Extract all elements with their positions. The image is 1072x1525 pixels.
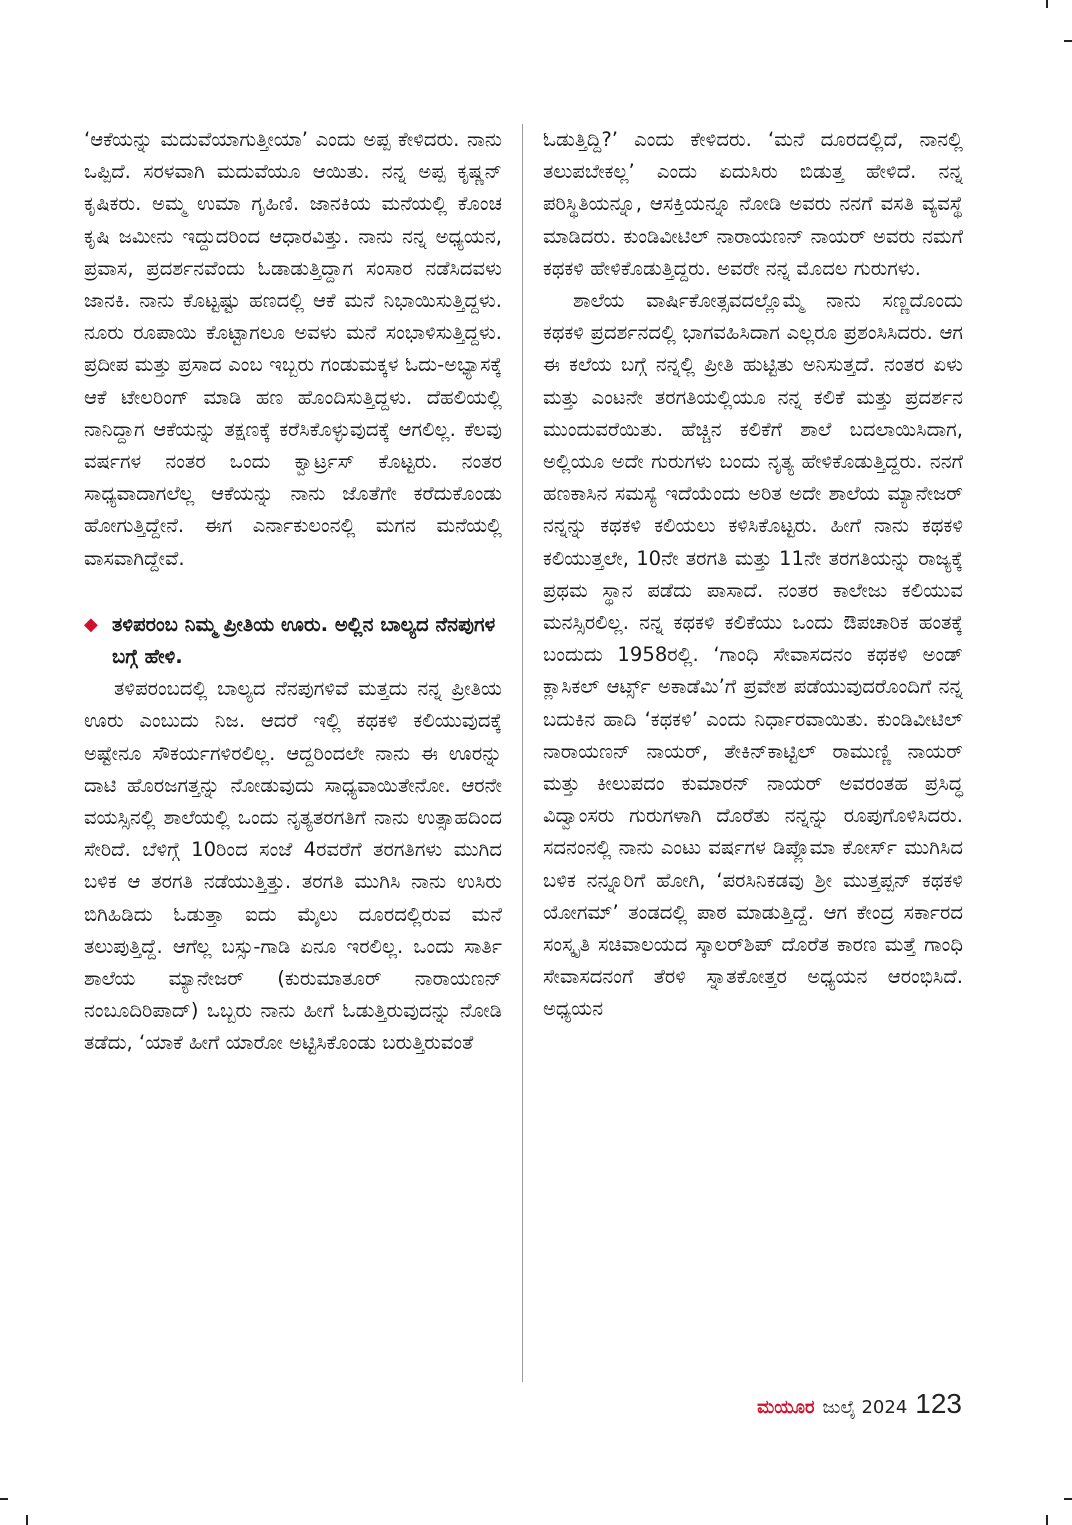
diamond-bullet-icon: ◆ <box>84 613 98 635</box>
crop-mark-bottom-right <box>1064 1498 1072 1500</box>
right-column <box>543 124 963 1026</box>
paragraph: ಓಡುತ್ತಿದ್ದಿ?’ ಎಂದು ಕೇಳಿದರು. ‘ಮನೆ ದೂರದಲ್ಲಿದೆ, ನಾನಲ್ಲಿ ತಲುಪಬೇಕಲ್ಲ’ ಎಂದು ಏದುಸಿರು ಬಿಡುತ್ತ ಹೇಳಿದೆ. ನನ್ನ ಪರಿಸ್ಥಿತಿಯನ್ನೂ, ಆಸಕ್ತಿಯನ್ನೂ ನೋಡಿ ಅವರು ನನಗೆ ವಸತಿ ವ್ಯವಸ್ಥೆ ಮಾಡಿದರು. ಕುಂಡಿವೀಟಿಲ್ ನಾರಾಯಣನ್ ನಾಯರ್ ಅವರು ನಮಗೆ ಕಥಕಳಿ ಹೇಳಿಕೊಡುತ್ತಿದ್ದರು. ಅವರೇ ನನ್ನ ಮೊದಲ ಗುರುಗಳು. <box>543 128 963 280</box>
question-text: ತಳಿಪರಂಬ ನಿಮ್ಮ ಪ್ರೀತಿಯ ಊರು. ಅಲ್ಲಿನ ಬಾಲ್ಯದ ನೆನಪುಗಳ ಬಗ್ಗೆ ಹೇಳಿ. <box>112 612 496 669</box>
crop-mark-bottom-right-vertical <box>1046 1515 1048 1525</box>
issue-date: ಜುಲೈ 2024 <box>822 1397 908 1418</box>
page-number: 123 <box>915 1388 962 1419</box>
crop-mark-top-right <box>1064 40 1072 42</box>
crop-mark-bottom <box>26 1515 28 1525</box>
crop-mark-bottom-left <box>0 1498 8 1500</box>
magazine-brand: ಮಯೂರ <box>757 1397 815 1418</box>
paragraph: ‘ಆಕೆಯನ್ನು ಮದುವೆಯಾಗುತ್ತೀಯಾ’ ಎಂದು ಅಪ್ಪ ಕೇಳಿದರು. ನಾನು ಒಪ್ಪಿದೆ. ಸರಳವಾಗಿ ಮದುವೆಯೂ ಆಯಿತು. ನನ್ನ ಅಪ್ಪ ಕೃಷ್ಣನ್ ಕೃಷಿಕರು. ಅಮ್ಮ ಉಮಾ ಗೃಹಿಣಿ. ಜಾನಕಿಯ ಮನೆಯಲ್ಲಿ ಕೊಂಚ ಕೃಷಿ ಜಮೀನು ಇದ್ದುದರಿಂದ ಆಧಾರವಿತ್ತು. ನಾನು ನನ್ನ ಅಧ್ಯಯನ, ಪ್ರವಾಸ, ಪ್ರದರ್ಶನವೆಂದು ಓಡಾಡುತ್ತಿದ್ದಾಗ ಸಂಸಾರ ನಡೆಸಿದವಳು ಜಾನಕಿ. ನಾನು ಕೊಟ್ಟಷ್ಟು ಹಣದಲ್ಲಿ ಆಕೆ ಮನೆ ನಿಭಾಯಿಸುತ್ತಿದ್ದಳು. ನೂರು ರೂಪಾಯಿ ಕೊಟ್ಟಾಗಲೂ ಅವಳು ಮನೆ ಸಂಭಾಳಿಸುತ್ತಿದ್ದಳು. ಪ್ರದೀಪ ಮತ್ತು ಪ್ರಸಾದ ಎಂಬ ಇಬ್ಬರು ಗಂಡುಮಕ್ಕಳ ಓದು-ಅಭ್ಯಾಸಕ್ಕೆ ಆಕೆ ಟೇಲರಿಂಗ್ ಮಾಡಿ ಹಣ ಹೊಂದಿಸುತ್ತಿದ್ದಳು. ದೆಹಲಿಯಲ್ಲಿ ನಾನಿದ್ದಾಗ ಆಕೆಯನ್ನು ತಕ್ಷಣಕ್ಕೆ ಕರೆಸಿಕೊಳ್ಳುವುದಕ್ಕೆ ಆಗಲಿಲ್ಲ. ಕೆಲವು ವರ್ಷಗಳ ನಂತರ ಒಂದು ಕ್ವಾರ್ಟ್ರಸ್ ಕೊಟ್ಟರು. ನಂತರ ಸಾಧ್ಯವಾದಾಗಲೆಲ್ಲ ಆಕೆಯನ್ನು ನಾನು ಜೊತೆಗೇ ಕರೆದುಕೊಂಡು ಹೋಗುತ್ತಿದ್ದೇನೆ. ಈಗ ಎರ್ನಾಕುಲಂನಲ್ಲಿ ಮಗನ ಮನೆಯಲ್ಲಿ ವಾಸವಾಗಿದ್ದೇವೆ. <box>84 128 502 570</box>
interview-question <box>84 609 502 673</box>
crop-mark-top <box>1046 0 1048 8</box>
paragraph: ಶಾಲೆಯ ವಾರ್ಷಿಕೋತ್ಸವದಲ್ಲೊಮ್ಮೆ ನಾನು ಸಣ್ಣದೊಂದು ಕಥಕಳಿ ಪ್ರದರ್ಶನದಲ್ಲಿ ಭಾಗವಹಿಸಿದಾಗ ಎಲ್ಲರೂ ಪ್ರಶಂಸಿಸಿದರು. ಆಗ ಈ ಕಲೆಯ ಬಗ್ಗೆ ನನ್ನಲ್ಲಿ ಪ್ರೀತಿ ಹುಟ್ಟಿತು ಅನಿಸುತ್ತದೆ. ನಂತರ ಏಳು ಮತ್ತು ಎಂಟನೇ ತರಗತಿಯಲ್ಲಿಯೂ ನನ್ನ ಕಲಿಕೆ ಮತ್ತು ಪ್ರದರ್ಶನ ಮುಂದುವರೆಯಿತು. ಹೆಚ್ಚಿನ ಕಲಿಕೆಗೆ ಶಾಲೆ ಬದಲಾಯಿಸಿದಾಗ, ಅಲ್ಲಿಯೂ ಅದೇ ಗುರುಗಳು ಬಂದು ನೃತ್ಯ ಹೇಳಿಕೊಡುತ್ತಿದ್ದರು. ನನಗೆ ಹಣಕಾಸಿನ ಸಮಸ್ಯೆ ಇದೆಯೆಂದು ಅರಿತ ಅದೇ ಶಾಲೆಯ ಮ್ಯಾನೇಜರ್ ನನ್ನನ್ನು ಕಥಕಳಿ ಕಲಿಯಲು ಕಳಿಸಿಕೊಟ್ಟರು. ಹೀಗೆ ನಾನು ಕಥಕಳಿ ಕಲಿಯುತ್ತಲೇ, 10ನೇ ತರಗತಿ ಮತ್ತು 11ನೇ ತರಗತಿಯನ್ನು ರಾಜ್ಯಕ್ಕೆ ಪ್ರಥಮ ಸ್ಥಾನ ಪಡೆದು ಪಾಸಾದೆ. ನಂತರ ಕಾಲೇಜು ಕಲಿಯುವ ಮನಸ್ಸಿರಲಿಲ್ಲ. ನನ್ನ ಕಥಕಳಿ ಕಲಿಕೆಯು ಒಂದು ಔಪಚಾರಿಕ ಹಂತಕ್ಕೆ ಬಂದುದು 1958ರಲ್ಲಿ. ‘ಗಾಂಧಿ ಸೇವಾಸದನಂ ಕಥಕಳಿ ಅಂಡ್ ಕ್ಲಾಸಿಕಲ್ ಆರ್ಟ್ಸ್ ಅಕಾಡೆಮಿ’ಗೆ ಪ್ರವೇಶ ಪಡೆಯುವುದರೊಂದಿಗೆ ನನ್ನ ಬದುಕಿನ ಹಾದಿ ‘ಕಥಕಳಿ’ ಎಂದು ನಿರ್ಧಾರವಾಯಿತು. ಕುಂಡಿವೀಟಿಲ್ ನಾರಾಯಣನ್ ನಾಯರ್, ತೇಕಿನ್‌ಕಾಟ್ಟಿಲ್ ರಾಮುಣ್ಣಿ ನಾಯರ್ ಮತ್ತು ಕೀಲುಪದಂ ಕುಮಾರನ್ ನಾಯರ್ ಅವರಂತಹ ಪ್ರಸಿದ್ಧ ವಿದ್ವಾಂಸರು ಗುರುಗಳಾಗಿ ದೊರೆತು ನನ್ನನ್ನು ರೂಪುಗೊಳಿಸಿದರು. ಸದನಂನಲ್ಲಿ ನಾನು ಎಂಟು ವರ್ಷಗಳ ಡಿಪ್ಲೊಮಾ ಕೋರ್ಸ್ ಮುಗಿಸಿದ ಬಳಿಕ ನನ್ನೂರಿಗೆ ಹೋಗಿ, ‘ಪರಸಿನಿಕಡವು ಶ್ರೀ ಮುತ್ತಪ್ಪನ್ ಕಥಕಳಿ ಯೋಗಮ್’ ತಂಡದಲ್ಲಿ ಪಾಠ ಮಾಡುತ್ತಿದ್ದೆ. ಆಗ ಕೇಂದ್ರ ಸರ್ಕಾರದ ಸಂಸ್ಕೃತಿ ಸಚಿವಾಲಯದ ಸ್ಕಾಲರ್‌ಶಿಪ್ ದೊರೆತ ಕಾರಣ ಮತ್ತೆ ಗಾಂಧಿ ಸೇವಾಸದನಂಗೆ ತೆರಳಿ ಸ್ನಾತಕೋತ್ತರ ಅಧ್ಯಯನ ಆರಂಭಿಸಿದೆ. ಅಧ್ಯಯನ <box>543 289 963 1021</box>
page-footer <box>757 1388 962 1420</box>
left-column <box>84 124 502 1060</box>
paragraph: ತಳಿಪರಂಬದಲ್ಲಿ ಬಾಲ್ಯದ ನೆನಪುಗಳಿವೆ ಮತ್ತದು ನನ್ನ ಪ್ರೀತಿಯ ಊರು ಎಂಬುದು ನಿಜ. ಆದರೆ ಇಲ್ಲಿ ಕಥಕಳಿ ಕಲಿಯುವುದಕ್ಕೆ ಅಷ್ಟೇನೂ ಸೌಕರ್ಯಗಳಿರಲಿಲ್ಲ. ಆದ್ದರಿಂದಲೇ ನಾನು ಈ ಊರನ್ನು ದಾಟಿ ಹೊರಜಗತ್ತನ್ನು ನೋಡುವುದು ಸಾಧ್ಯವಾಯಿತೇನೋ. ಆರನೇ ವಯಸ್ಸಿನಲ್ಲಿ ಶಾಲೆಯಲ್ಲಿ ಒಂದು ನೃತ್ಯತರಗತಿಗೆ ನಾನು ಉತ್ಸಾಹದಿಂದ ಸೇರಿದೆ. ಬೆಳಿಗ್ಗೆ 10ರಿಂದ ಸಂಜೆ 4ರವರೆಗೆ ತರಗತಿಗಳು ಮುಗಿದ ಬಳಿಕ ಆ ತರಗತಿ ನಡೆಯುತ್ತಿತ್ತು. ತರಗತಿ ಮುಗಿಸಿ ನಾನು ಉಸಿರು ಬಿಗಿಹಿಡಿದು ಓಡುತ್ತಾ ಐದು ಮೈಲು ದೂರದಲ್ಲಿರುವ ಮನೆ ತಲುಪುತ್ತಿದ್ದೆ. ಆಗೆಲ್ಲ ಬಸ್ಸು-ಗಾಡಿ ಏನೂ ಇರಲಿಲ್ಲ. ಒಂದು ಸಾರ್ತಿ ಶಾಲೆಯ ಮ್ಯಾನೇಜರ್ (ಕುರುಮಾತೂರ್ ನಾರಾಯಣನ್ ನಂಬೂದಿರಿಪಾದ್) ಒಬ್ಬರು ನಾನು ಹೀಗೆ ಓಡುತ್ತಿರುವುದನ್ನು ನೋಡಿ ತಡೆದು, ‘ಯಾಕೆ ಹೀಗೆ ಯಾರೋ ಅಟ್ಟಿಸಿಕೊಂಡು ಬರುತ್ತಿರುವಂತೆ <box>84 677 502 1055</box>
column-divider <box>522 124 523 1382</box>
